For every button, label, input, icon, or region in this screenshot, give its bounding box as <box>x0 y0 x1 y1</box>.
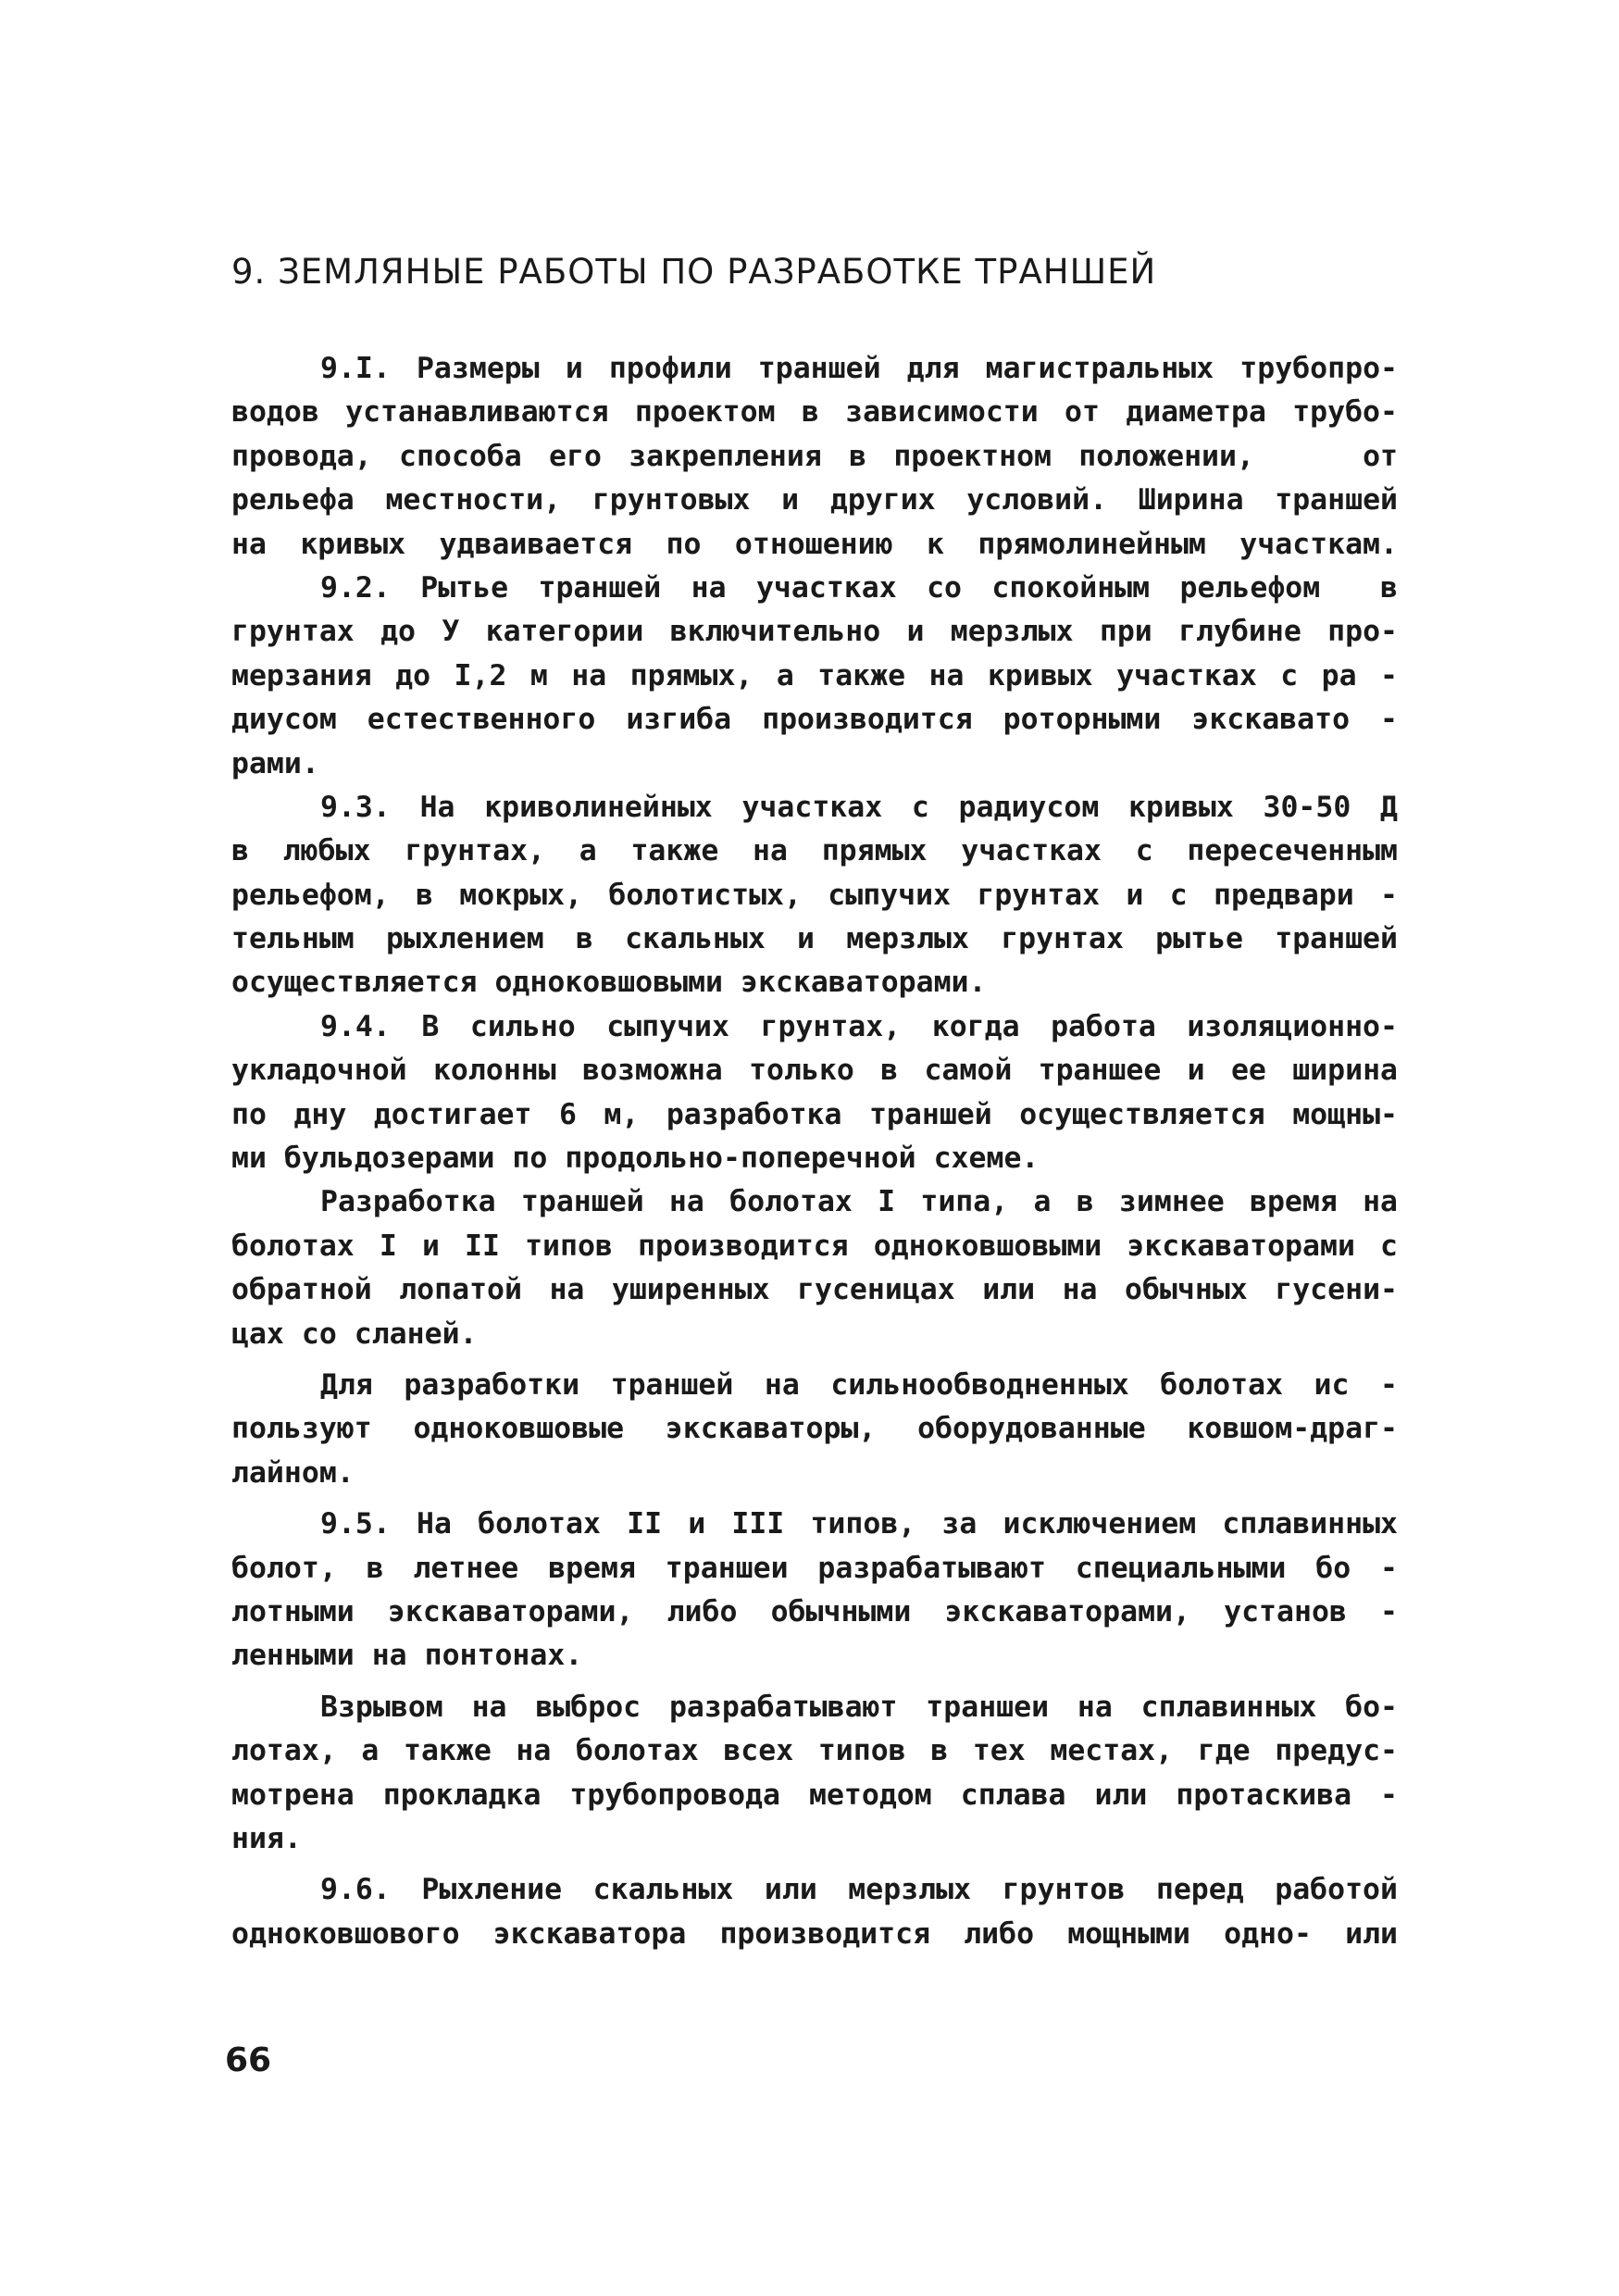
text-line: Для разработки траншей на сильнообводненных болотах ис - <box>320 1367 1398 1402</box>
text-line: Взрывом на выброс разрабатывают траншеи на сплавинных бо- <box>320 1690 1398 1724</box>
text-line: ми бульдозерами по продольно-поперечной схеме. <box>231 1142 1040 1176</box>
text-line: лотными экскаваторами, либо обычными экскаваторами, установ - <box>231 1594 1398 1628</box>
text-line: обратной лопатой на уширенных гусеницах или на обычных гусени- <box>231 1273 1398 1307</box>
text-line: 9.4. В сильно сыпучих грунтах, когда работа изоляционно- <box>320 1009 1398 1043</box>
text-line: 9.2. Рытье траншей на участках со спокойным рельефом в <box>320 570 1398 605</box>
text-line: ленными на понтонах. <box>231 1639 583 1673</box>
text-line: Разработка траншей на болотах I типа, а в зимнее время на <box>320 1185 1398 1219</box>
text-line: болот, в летнее время траншеи разрабатывают специальными бо - <box>231 1551 1398 1585</box>
text-line: рельефом, в мокрых, болотистых, сыпучих грунтах и с предвари - <box>231 878 1398 912</box>
text-line: ния. <box>231 1821 302 1855</box>
body-text <box>231 347 1398 1956</box>
text-line: рельефа местности, грунтовых и других условий. Ширина траншей <box>231 483 1398 518</box>
text-line: пользуют одноковшовые экскаваторы, оборудованные ковшом-драг- <box>231 1412 1398 1446</box>
text-line: 9.3. На криволинейных участках с радиусом кривых 30-50 Д <box>320 790 1398 824</box>
text-line: укладочной колонны возможна только в самой траншее и ее ширина <box>231 1054 1398 1088</box>
text-line: одноковшового экскаватора производится либо мощными одно- или <box>231 1916 1398 1951</box>
text-line: мотрена прокладка трубопровода методом сплава или протаскива - <box>231 1778 1398 1812</box>
page-number: 66 <box>225 2041 272 2079</box>
text-line: на кривых удваивается по отношению к прямолинейным участкам. <box>231 527 1398 561</box>
text-line: 9.I. Размеры и профили траншей для магистральных трубопро- <box>320 352 1398 385</box>
text-line: провода, способа его закрепления в проектном положении, от <box>231 439 1398 473</box>
section-heading: 9. ЗЕМЛЯНЫЕ РАБОТЫ ПО РАЗРАБОТКЕ ТРАНШЕЙ <box>231 252 1157 292</box>
text-line: в любых грунтах, а также на прямых участках с пересеченным <box>231 834 1398 868</box>
text-line: по дну достигает 6 м, разработка траншей осуществляется мощны- <box>231 1097 1398 1131</box>
text-line: мерзания до I,2 м на прямых, а также на кривых участках с ра - <box>231 658 1398 693</box>
text-line: лайном. <box>231 1455 355 1490</box>
text-line: лотах, а также на болотах всех типов в тех местах, где предус- <box>231 1734 1398 1768</box>
text-line: рами. <box>231 746 319 780</box>
text-line: грунтах до У категории включительно и мерзлых при глубине про- <box>231 615 1398 649</box>
text-line: диусом естественного изгиба производится роторными экскавато - <box>231 703 1398 737</box>
text-line: цах со сланей. <box>231 1316 478 1351</box>
text-line: тельным рыхлением в скальных и мерзлых грунтах рытье траншей <box>231 922 1398 956</box>
text-line: 9.6. Рыхление скальных или мерзлых грунтов перед работой <box>320 1873 1398 1907</box>
text-line: 9.5. На болотах II и III типов, за исключением сплавинных <box>320 1507 1398 1541</box>
text-line: болотах I и II типов производится одноковшовыми экскаваторами с <box>231 1229 1398 1263</box>
text-line: водов устанавливаются проектом в зависимости от диаметра трубо- <box>231 395 1398 430</box>
text-line: осуществляется одноковшовыми экскаваторами. <box>231 966 987 1000</box>
